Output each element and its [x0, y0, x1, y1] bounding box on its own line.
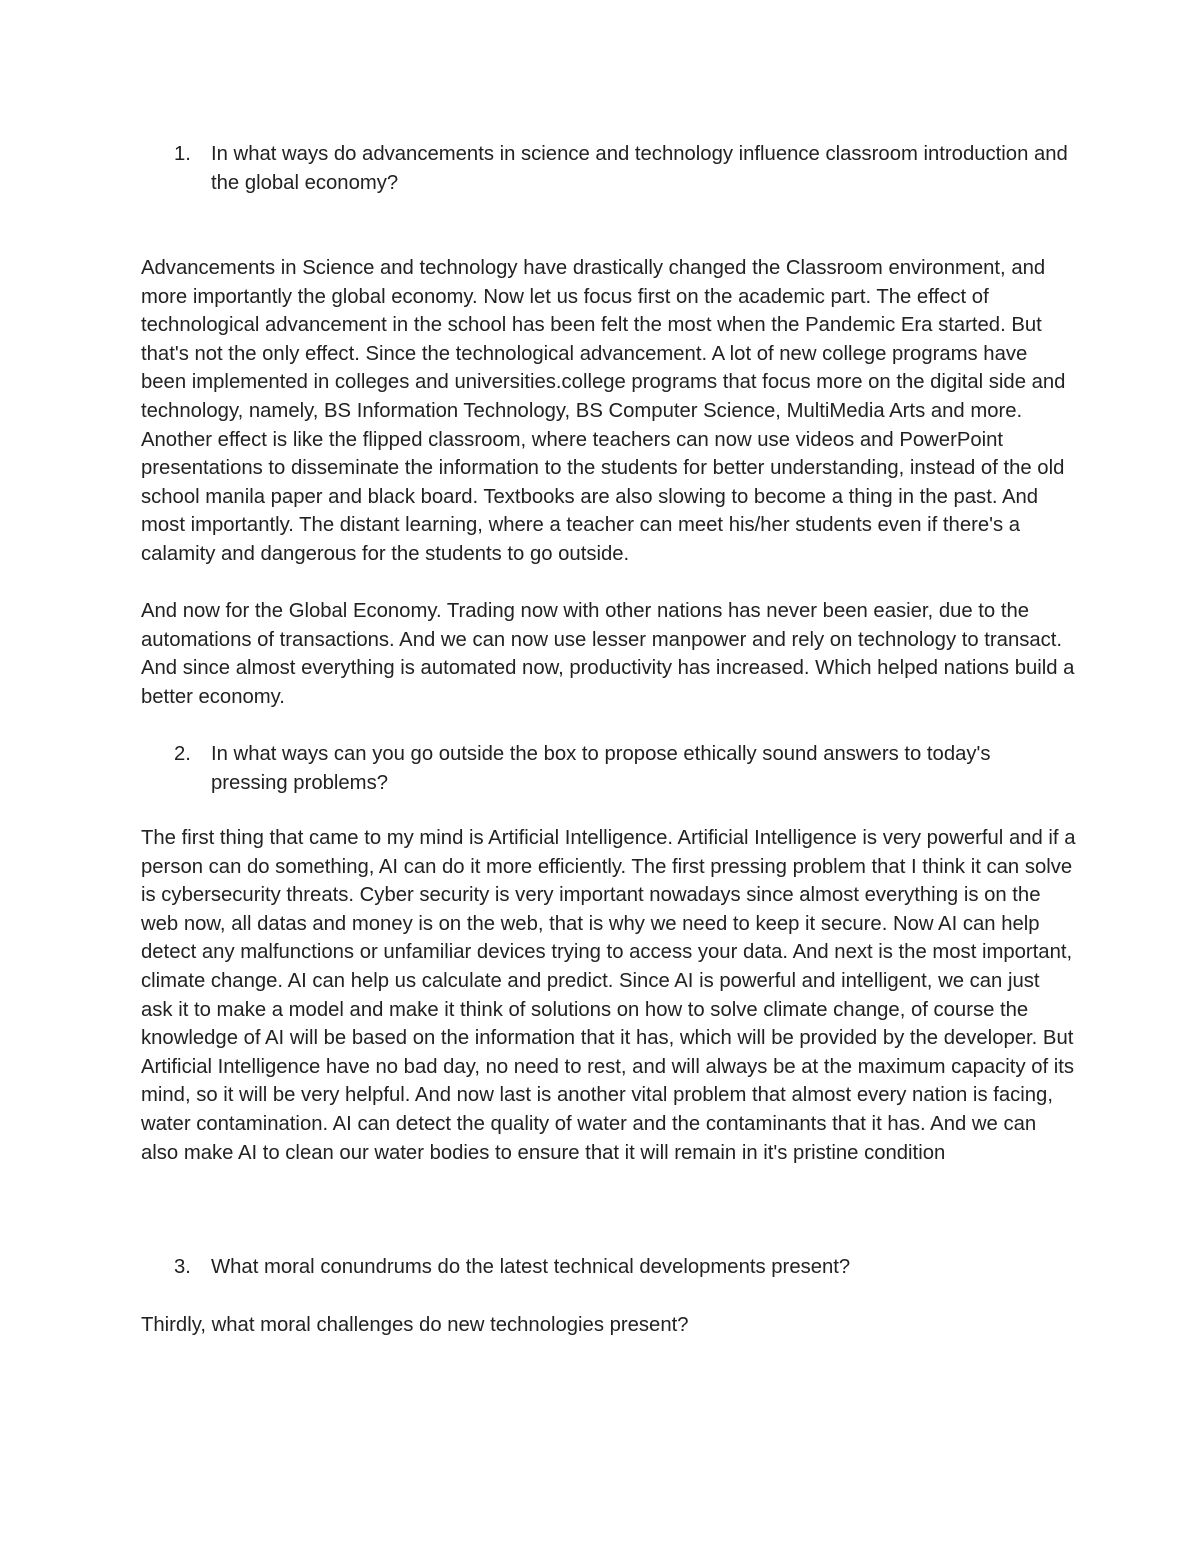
answer-3-paragraph: Thirdly, what moral challenges do new technologies present? — [141, 1314, 689, 1336]
answer-1-paragraph-2: And now for the Global Economy. Trading now with other nations has never been easier, due to the automations of transactions. And we can now use lesser manpower and rely on technology to transact. And since almost everything is automated now, productivity has increased. Which helped nations build a better economy. — [141, 600, 1075, 708]
question-3 — [141, 1253, 1071, 1282]
question-text: In what ways can you go outside the box to propose ethically sound answers to today's pressing problems? — [211, 743, 991, 794]
question-number: 3. — [174, 1256, 191, 1278]
question-1 — [141, 140, 1071, 197]
question-text: What moral conundrums do the latest technical developments present? — [211, 1256, 851, 1278]
question-text: In what ways do advancements in science and technology influence classroom introduction and the global economy? — [211, 143, 1068, 194]
question-number: 1. — [174, 143, 191, 165]
answer-2-paragraph: The first thing that came to my mind is Artificial Intelligence. Artificial Intelligence is very powerful and if a person can do something, AI can do it more efficiently. The first pressing problem that I think it can solve is cybersecurity threats. Cyber security is very important nowadays since almost everything is on the web now, all datas and money is on the web, that is why we need to keep it secure. Now AI can help detect any malfunctions or unfamiliar devices trying to access your data. And next is the most important, climate change. AI can help us calculate and predict. Since AI is powerful and intelligent, we can just ask it to make a model and make it think of solutions on how to solve climate change, of course the knowledge of AI will be based on the information that it has, which will be provided by the developer. But Artificial Intelligence have no bad day, no need to rest, and will always be at the maximum capacity of its mind, so it will be very helpful. And now last is another vital problem that almost every nation is facing, water contamination. AI can detect the quality of water and the contaminants that it has. And we can also make AI to clean our water bodies to ensure that it will remain in it's pristine condition — [141, 827, 1076, 1164]
question-number: 2. — [174, 743, 191, 765]
answer-1-paragraph-1: Advancements in Science and technology have drastically changed the Classroom environment, and more importantly the global economy. Now let us focus first on the academic part. The effect of technological advancement in the school has been felt the most when the Pandemic Era started. But that's not the only effect. Since the technological advancement. A lot of new college programs have been implemented in colleges and universities.college programs that focus more on the digital side and technology, namely, BS Information Technology, BS Computer Science, MultiMedia Arts and more. Another effect is like the flipped classroom, where teachers can now use videos and PowerPoint presentations to disseminate the information to the students for better understanding, instead of the old school manila paper and black board. Textbooks are also slowing to become a thing in the past. And most importantly. The distant learning, where a teacher can meet his/her students even if there's a calamity and dangerous for the students to go outside. — [141, 257, 1066, 565]
question-2 — [141, 740, 1071, 797]
